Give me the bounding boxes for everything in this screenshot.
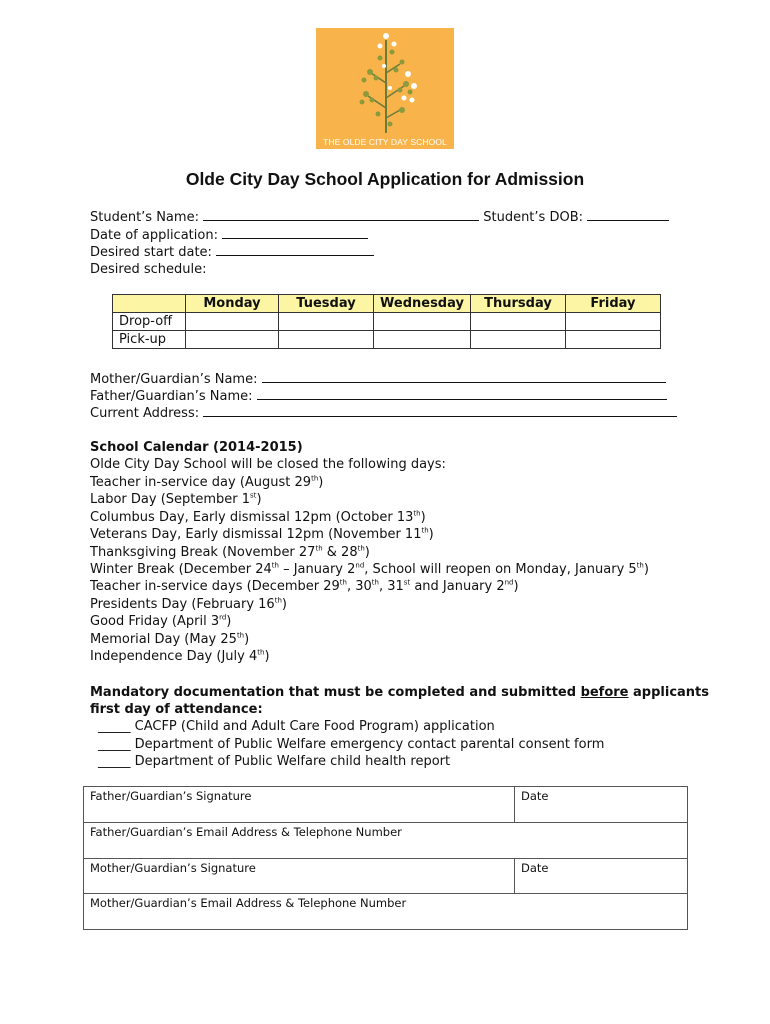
calendar-item: Teacher in-service day (August 29th) xyxy=(90,474,324,490)
student-dob-label: Student’s DOB: xyxy=(483,210,583,225)
calendar-item: Thanksgiving Break (November 27th & 28th) xyxy=(90,544,370,560)
calendar-item: Winter Break (December 24th – January 2nd, School will reopen on Monday, January 5th) xyxy=(90,561,649,577)
student-line xyxy=(90,208,669,226)
pickup-thursday-cell[interactable] xyxy=(470,331,565,349)
day-header-wednesday: Wednesday xyxy=(374,295,471,313)
logo-text: THE OLDE CITY DAY SCHOOL xyxy=(323,137,447,147)
student-name-field[interactable] xyxy=(203,208,479,221)
school-logo xyxy=(316,28,454,149)
mother-signature-field[interactable]: Mother/Guardian’s Signature xyxy=(90,861,256,875)
schedule-header-row xyxy=(113,295,661,313)
date-of-application-label: Date of application: xyxy=(90,228,218,243)
page-title: Olde City Day School Application for Admission xyxy=(185,169,585,189)
pickup-row xyxy=(113,331,661,349)
signature-box xyxy=(83,786,688,930)
mother-signature-row xyxy=(84,859,687,894)
mother-date-field[interactable]: Date xyxy=(521,861,549,875)
documentation-heading-part1: Mandatory documentation that must be completed and submitted xyxy=(90,685,581,700)
calendar-intro: Olde City Day School will be closed the following days: xyxy=(90,457,446,472)
documentation-heading-line2: first day of attendance: xyxy=(90,702,263,717)
schedule-table xyxy=(112,294,661,349)
father-signature-field[interactable]: Father/Guardian’s Signature xyxy=(90,789,252,803)
documentation-heading xyxy=(90,684,709,701)
doc-item: _____ Department of Public Welfare child health report xyxy=(98,754,451,769)
pickup-friday-cell[interactable] xyxy=(565,331,660,349)
date-of-application-field[interactable] xyxy=(222,226,368,239)
desired-schedule-label: Desired schedule: xyxy=(90,262,207,277)
calendar-item: Labor Day (September 1st) xyxy=(90,492,262,508)
father-name-field[interactable] xyxy=(257,387,667,400)
row-label-pickup: Pick-up xyxy=(113,331,186,349)
day-header-tuesday: Tuesday xyxy=(279,295,374,313)
father-signature-row xyxy=(84,787,687,823)
desired-start-field[interactable] xyxy=(216,243,374,256)
mother-contact-row xyxy=(84,894,687,929)
calendar-heading: School Calendar (2014-2015) xyxy=(90,440,303,455)
pickup-wednesday-cell[interactable] xyxy=(374,331,471,349)
dropoff-friday-cell[interactable] xyxy=(565,313,660,331)
father-contact-row xyxy=(84,823,687,859)
dropoff-tuesday-cell[interactable] xyxy=(279,313,374,331)
desired-start-label: Desired start date: xyxy=(90,245,212,260)
doc-item: _____ Department of Public Welfare emergency contact parental consent form xyxy=(98,737,605,752)
dropoff-thursday-cell[interactable] xyxy=(470,313,565,331)
father-name-label: Father/Guardian’s Name: xyxy=(90,389,253,404)
student-dob-field[interactable] xyxy=(587,208,669,221)
day-header-friday: Friday xyxy=(565,295,660,313)
calendar-item: Veterans Day, Early dismissal 12pm (November 11th) xyxy=(90,526,434,543)
pickup-monday-cell[interactable] xyxy=(186,331,279,349)
dropoff-row xyxy=(113,313,661,331)
calendar-item: Presidents Day (February 16th) xyxy=(90,596,287,612)
application-date-line xyxy=(90,226,368,244)
pickup-tuesday-cell[interactable] xyxy=(279,331,374,349)
schedule-corner xyxy=(113,295,186,313)
start-date-line xyxy=(90,243,374,261)
mother-name-field[interactable] xyxy=(262,370,666,383)
address-field[interactable] xyxy=(203,404,677,417)
documentation-heading-part2: applicants xyxy=(628,685,710,700)
mother-name-label: Mother/Guardian’s Name: xyxy=(90,372,258,387)
calendar-item: Columbus Day, Early dismissal 12pm (October 13th) xyxy=(90,509,426,525)
calendar-item: Good Friday (April 3rd) xyxy=(90,613,232,630)
row-label-dropoff: Drop-off xyxy=(113,313,186,331)
calendar-item: Independence Day (July 4th) xyxy=(90,648,270,664)
day-header-thursday: Thursday xyxy=(470,295,565,313)
mother-name-line xyxy=(90,370,666,388)
documentation-heading-emph: before xyxy=(580,685,629,700)
dropoff-monday-cell[interactable] xyxy=(186,313,279,331)
dropoff-wednesday-cell[interactable] xyxy=(374,313,471,331)
student-name-label: Student’s Name: xyxy=(90,210,199,225)
calendar-item: Memorial Day (May 25th) xyxy=(90,631,250,647)
mother-contact-field[interactable]: Mother/Guardian’s Email Address & Telephone Number xyxy=(90,896,407,910)
father-contact-field[interactable]: Father/Guardian’s Email Address & Telephone Number xyxy=(90,825,402,839)
father-date-field[interactable]: Date xyxy=(521,789,549,803)
father-name-line xyxy=(90,387,667,405)
doc-item: _____ CACFP (Child and Adult Care Food Program) application xyxy=(98,719,495,734)
calendar-item: Teacher in-service days (December 29th, 30th, 31st and January 2nd) xyxy=(90,579,519,595)
address-line xyxy=(90,404,677,422)
day-header-monday: Monday xyxy=(186,295,279,313)
tree-icon xyxy=(316,28,454,149)
address-label: Current Address: xyxy=(90,406,200,421)
